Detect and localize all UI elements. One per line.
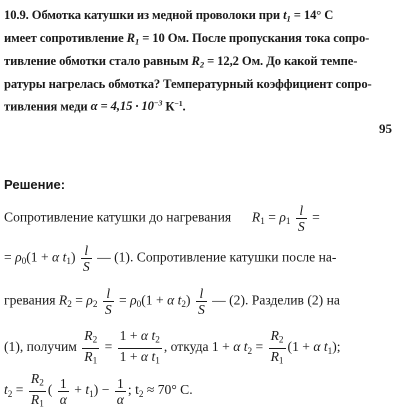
- solution-line-4: (1), получим $\frac{R_2}{R_1}$ = $\frac{1 + \alpha t_2}{1 + \alpha t_1}$ , откуда 1 + α $t_2$ = $\frac{R_2}{R_1}$ (1 + α $t_1$);: [4, 328, 341, 366]
- solution-line-3: гревания $R_2 = \rho_2$ $\frac{l}{S}$ = $\rho_0(1 + \alpha$ $t_2$) $\frac{l}{S}$ — (2). Разделив (2) на: [4, 286, 340, 317]
- R1-symbol: $R_1$: [126, 31, 140, 47]
- problem-line-4: ратуры нагрелась обмотка? Температурный коэффициент сопро-: [4, 77, 372, 91]
- solution-line-5: $t_2$ = $\frac{R_2}{R_1}$ ( $\frac{1}{\alpha}$ + $t_1$) − $\frac{1}{\alpha}$ ; $t_2 \approx 70^\circ$ С.: [4, 371, 193, 409]
- solution-line-1: Сопротивление катушки до нагревания $R_1 = \rho_1$ $\frac{l}{S}$ =: [4, 203, 320, 234]
- problem-number: 10.9.: [4, 8, 29, 22]
- fraction-l-over-S: $\frac{l}{S}$: [297, 203, 305, 234]
- t1-symbol: $t_1$: [283, 8, 291, 24]
- alpha-value: $\alpha = 4,15 \cdot 10^{-3}$: [90, 99, 163, 114]
- solution-heading: Решение:: [4, 177, 66, 192]
- page-number: 95: [379, 121, 392, 136]
- problem-line-5: тивления меди $\alpha = 4,15 \cdot 10^{-3}$ $К^{-1}$.: [4, 99, 186, 114]
- problem-line-3: тивление обмотки стало равным $R_2 = 12,2$ Ом. До какой темпе-: [4, 54, 358, 70]
- problem-line-2: имеет сопротивление $R_1 = 10$ Ом. После пропускания тока сопро-: [4, 31, 370, 47]
- problem-line-1: 10.9. Обмотка катушки из медной проволоки при $t_1 = 14^\circ$ C: [4, 8, 334, 24]
- solution-line-2: = $\rho_0(1 + \alpha$ $t_1$) $\frac{l}{S}$ — (1). Сопротивление катушки после на-: [4, 243, 337, 274]
- answer: ≈ 70° С.: [146, 382, 193, 398]
- R2-symbol: $R_2$: [191, 54, 204, 70]
